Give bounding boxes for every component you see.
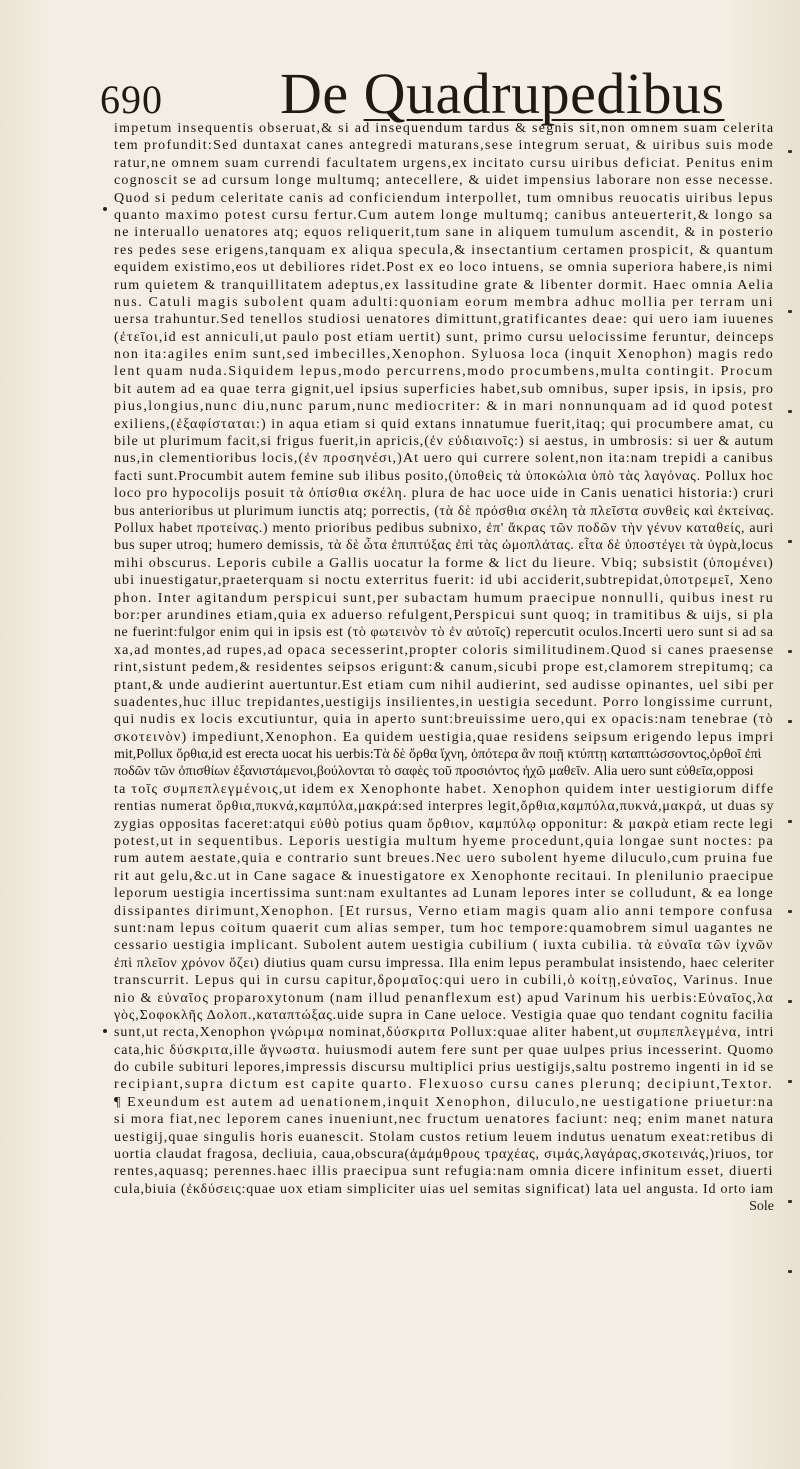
text-line: bus anterioribus ut plurimum iunctis atq; porrectis, (τὰ δὲ πρόσθια σκέλη τὰ πλεῖστα συνθεὶς καὶ ἐκτείνας.: [114, 503, 775, 519]
body-text: [114, 120, 774, 1216]
text-line: ta τοῖς συμπεπλεγμένοις,ut idem ex Xenophonte habet. Xenophon quidem inter uestigiorum diffe: [114, 781, 775, 797]
text-line: γὸς,Σοφοκλῆς Δολοπ.,καταπτώξας.uide supra in Cane ueloce. Vestigia quae quo tendant cognitu facilia: [114, 1007, 774, 1023]
text-line: recipiant,supra dictum est capite quarto. Flexuoso cursu canes plerunq; decipiunt,Textor.: [114, 1077, 774, 1093]
text-line: rum quietem & tranquillitatem adeptus,ex lassitudine grate & libenter dormit. Haec omnia Aelia: [114, 277, 775, 293]
text-line: cessario uestigia implicant. Subolent autem uestigia cubilium ( iuxta cubilia. τὰ εὐναῖα τῶν ἰχνῶν: [114, 938, 774, 954]
text-line: ptant,& unde audierint auertuntur.Est etiam cum nihil audierint, sed audisse opinantes, uel sibi per: [114, 677, 775, 693]
text-line: leporum uestigia incertissima sunt:nam exultantes ad Lunam lepores inter se colludunt, & ea longe: [114, 886, 774, 902]
text-line: Quod si pedum celeritate canis ad conficiendum interpollet, tum omnibus reuocatis uiribus lepus: [114, 190, 774, 206]
text-line: (ἐτεῖοι,id est anniculi,ut paulo post etiam uertit) sunt, primo cursu uelocissime feruntur, deinceps: [114, 329, 775, 345]
text-line: ¶ Exeundum est autem ad uenationem,inquit Xenophon, diluculo,ne uestigatione priuetur:na: [114, 1094, 775, 1110]
text-line: rum autem aestate,quia e contrario sunt breues.Nec uero subolent hyeme diluculo,cum pruina fue: [114, 851, 774, 867]
text-line: do cubile subituri lepores,impressis discursu multiplici prius uestigijs,saltu postremo ingenti in id se: [114, 1060, 774, 1076]
text-line: bus super utroq; humero demissis, τὰ δὲ ὦτα ἐπιπτύξας ἐπὶ τὰς ὠμοπλάτας. εἶτα δὲ ὑποστέγει τὰ ὑγρὰ,locus: [114, 538, 774, 554]
page-header: [100, 58, 740, 126]
text-line: cognoscit se ad cursum longe multumq; antecellere, & uidet impensius laborare non esse necesse.: [114, 173, 774, 189]
text-line: rentes,aquasq; perennes.haec illis praecipua sunt refugia:nam omnia dicere infinitum esset, diuerti: [114, 1164, 774, 1180]
text-line: uersa trahuntur.Sed tenellos studiosi uenatores dimittunt,gratificantes deae: qui uero iam iuuenes: [114, 312, 775, 328]
page-number: 690: [100, 77, 163, 122]
text-line: facti sunt.Procumbit autem femine sub ilibus posito,(ὑποθεὶς τὰ ὑποκώλια ὑπὸ τὰς λαγόνας. Pollux hoc: [114, 468, 774, 484]
text-line: cata,hic δύσκριτα,ille ἄγνωστα. huiusmodi autem fere sunt per quae uulpes prius incesserint. Quomo: [114, 1042, 775, 1058]
text-line: zygias oppositas faceret:atqui εὐθὺ potius quam ὄρθιον, καμπύλῳ opponitur: & μακρὰ etiam recte legi: [114, 816, 774, 832]
text-line: ubi inuestigatur,praeterquam si noctu exterritus fuerit: id ubi acciderit,subtrepidat,ὑποτρεμεῖ, Xeno: [114, 573, 774, 589]
title-prefix: De: [280, 61, 364, 126]
text-line: nio & εὐναῖος proparoxytonum (nam illud penanflexum est) apud Varinum his uerbis:Εὐναῖος,λα: [114, 990, 774, 1006]
text-line: ne interuallo uenatores atq; equos reliquerit,tum sane in aliquem tumulum ascendit, & in posterio: [114, 225, 774, 241]
text-line: bor:per arundines etiam,quia ex aduerso refulgent,Perspicui sunt quoq; in tramitibus & uijs, si pla: [114, 607, 774, 623]
running-title: [280, 60, 725, 127]
text-line: mihi obscurus. Leporis cubile a Gallis uocatur la forme & lict du lieure. Vbiq; subsistit (ὑπομένει): [114, 555, 774, 571]
text-line: uortia claudat fragosa, decliuia, caua,obscura(ἀμάμθρους τραχέας, σιμάς,λαγάρας,σκοτεινάς,)riuos, tor: [114, 1147, 774, 1163]
text-line: xa,ad montes,ad rupes,ad opaca secesserint,propter coloris similitudinem.Quod si canes praesense: [114, 642, 775, 658]
text-line: si mora fiat,nec leporem canes inueniunt,nec fructum uenatores faciunt: neq; enim manet natura: [114, 1112, 775, 1128]
text-line: nus,in clementioribus locis,(ἐν προσηνέσι,)At uero qui currere solent,non ita:nam trepidi a canibus: [114, 451, 774, 467]
text-line: pius,longius,nunc diu,nunc parum,nunc mediocriter: & in mari nonnunquam ad id quod potest: [114, 399, 774, 415]
text-line: bile ut plurimum facit,si frigus fuerit,in apricis,(ἐν εὐδιαινοῖς:) si aestus, in umbrosis: si uer & autum: [114, 434, 775, 450]
catchword-line: [114, 1198, 774, 1215]
text-line: ratur,ne omnem suam currendi facultatem urgens,ex incitato cursu uiribus deficiat. Penitus enim: [114, 155, 775, 171]
text-line: uestigij,quae singulis horis euanescit. Stolam custos retium leuem indutus uenatum exeat:retibus di: [114, 1129, 775, 1145]
text-line: potest,ut in sequentibus. Leporis uestigia multum hyeme procedunt,quia longae sunt noctes: pa: [114, 834, 775, 850]
text-line: ἐπὶ πλεῖον χρόνον ὄζει) diutius quam cursu impressa. Illa enim lepus perambulat insistendo, haec celeriter: [114, 955, 775, 971]
text-line: non ita:agiles enim sunt,sed imbecilles,Xenophon. Syluosa loca (inquit Xenophon) magis redo: [114, 347, 775, 363]
text-line: impetum insequentis obseruat,& si ad insequendum tardus & segnis sit,non omnem suam celerita: [114, 121, 775, 136]
text-line: suadentes,huc illuc trepidantes,uestigijs insilientes,in uestigia secedunt. Porro longissime currunt,: [114, 694, 774, 710]
margin-bullet: [103, 207, 107, 211]
title-main: Quadrupedibus: [363, 61, 725, 126]
text-line: quanto maximo potest cursu fertur.Cum autem longe multumq; canibus anteuerterit,& longo sa: [114, 207, 774, 223]
text-line: cula,biuia (ἐκδύσεις:quae uox etiam simpliciter uias uel semitas significat) lata uel angusta. Id orto iam: [114, 1181, 774, 1197]
right-margin-marks: [780, 120, 792, 1320]
text-line: nus. Catuli magis subolent quam adulti:quoniam eorum membra adhuc mollia per terram uni: [114, 294, 775, 310]
text-line: rit aut gelu,&c.ut in Cane sagace & inuestigatore ex Xenophonte recitaui. In plenilunio praecipue: [114, 868, 775, 884]
text-line: ποδῶν τῶν ὀπισθίων ἐξανιστάμενοι,βούλονται τὸ σαφὲς τοῦ προσιόντος ἠχῶ μαθεῖν. Alia uero sunt εὐθεῖα,opposi: [114, 764, 754, 780]
text-line: tem profundit:Sed duntaxat canes antegredi maturans,sese integrum seruat, & uiribus suis mode: [114, 138, 775, 154]
text-line: exiliens,(ἐξαφίσταται:) in aqua etiam si quid extans innatumue fuerit,itaq; qui procumbere amat, cu: [114, 416, 775, 432]
margin-bullet: [103, 1029, 107, 1033]
catchword: Sole: [749, 1199, 774, 1215]
text-line: sunt,ut recta,Xenophon γνώριμα nominat,δύσκριτα Pollux:quae aliter habent,ut συμπεπλεγμένα, intri: [114, 1025, 775, 1041]
text-line: bit autem ad ea quae terra gignit,uel ipsius superficies habet,sub omnibus, super ipsis, in ipsis, pro: [114, 381, 774, 397]
text-line: phon. Inter agitandum perspicui sunt,per subactam humum praecipue nonnulli, quibus inest ru: [114, 590, 775, 606]
text-line: rentias numerat ὄρθια,πυκνά,καμπύλα,μακρά:sed interpres legit,ὄρθια,καμπύλα,πυκνά,μακρά, ut duas sy: [114, 799, 775, 815]
text-line: rint,sistunt pedem,& residentes seipsos erigunt:& canum,sicubi prope est,clamorem strepitumq; ca: [114, 660, 774, 676]
text-line: transcurrit. Lepus qui in cursu capitur,δρομαῖος:qui uero in cubili,ὁ κοίτῃ,εὐναῖος, Varinus. Inue: [114, 973, 774, 989]
text-line: dissipantes dirimunt,Xenophon. [Et rursus, Verno etiam magis quam alio anni tempore confusa: [114, 903, 774, 919]
text-line: qui nudis ex locis excutiuntur, quia in aperto sunt:breuissime uero,qui ex opacis:nam tenebrae (τὸ: [114, 712, 774, 728]
text-line: Pollux habet προτείνας.) mento prioribus pedibus subnixo, ἐπ' ἄκρας τῶν ποδῶν τὴν γένυν καταθείς, auri: [114, 520, 774, 536]
text-line: res pedes sese erigens,tanquam ex aliqua specula,& insectantium certamen prospicit, & quantum: [114, 242, 775, 258]
text-line: sunt:nam lepus coitum quaerit cum alias semper, tum hoc tempore:quamobrem simul uagantes ne: [114, 920, 774, 936]
text-line: equidem existimo,eos ut debiliores ridet.Post ex eo loco intuens, se omnia superiora habere,is nimi: [114, 260, 774, 276]
text-line: lent quam nuda.Siquidem lepus,modo percurrens,modo procumbens,multa contingit. Procum: [114, 364, 774, 380]
text-line: ne fuerint:fulgor enim qui in ipsis est (τὸ φωτεινὸν τὸ ἐν αὐτοῖς) repercutit oculos.Incerti uero sunt si ad sa: [114, 625, 774, 641]
text-line: σκοτεινὸν) impediunt,Xenophon. Ea quidem uestigia,quae residens seipsum erigendo lepus impri: [114, 729, 775, 745]
text-line: mit,Pollux ὄρθια,id est erecta uocat his uerbis:Τὰ δὲ ὄρθα ἴχνη, ὁπότερα ἂν ποιῇ κτύπτῃ καταπτώσσοντος,ὀρθοῖ ἐπὶ: [114, 747, 762, 763]
text-line: loco pro hypocolijs posuit τὰ ὀπίσθια σκέλη. plura de hac uoce uide in Canis uenatici historia:) cruri: [114, 486, 775, 502]
